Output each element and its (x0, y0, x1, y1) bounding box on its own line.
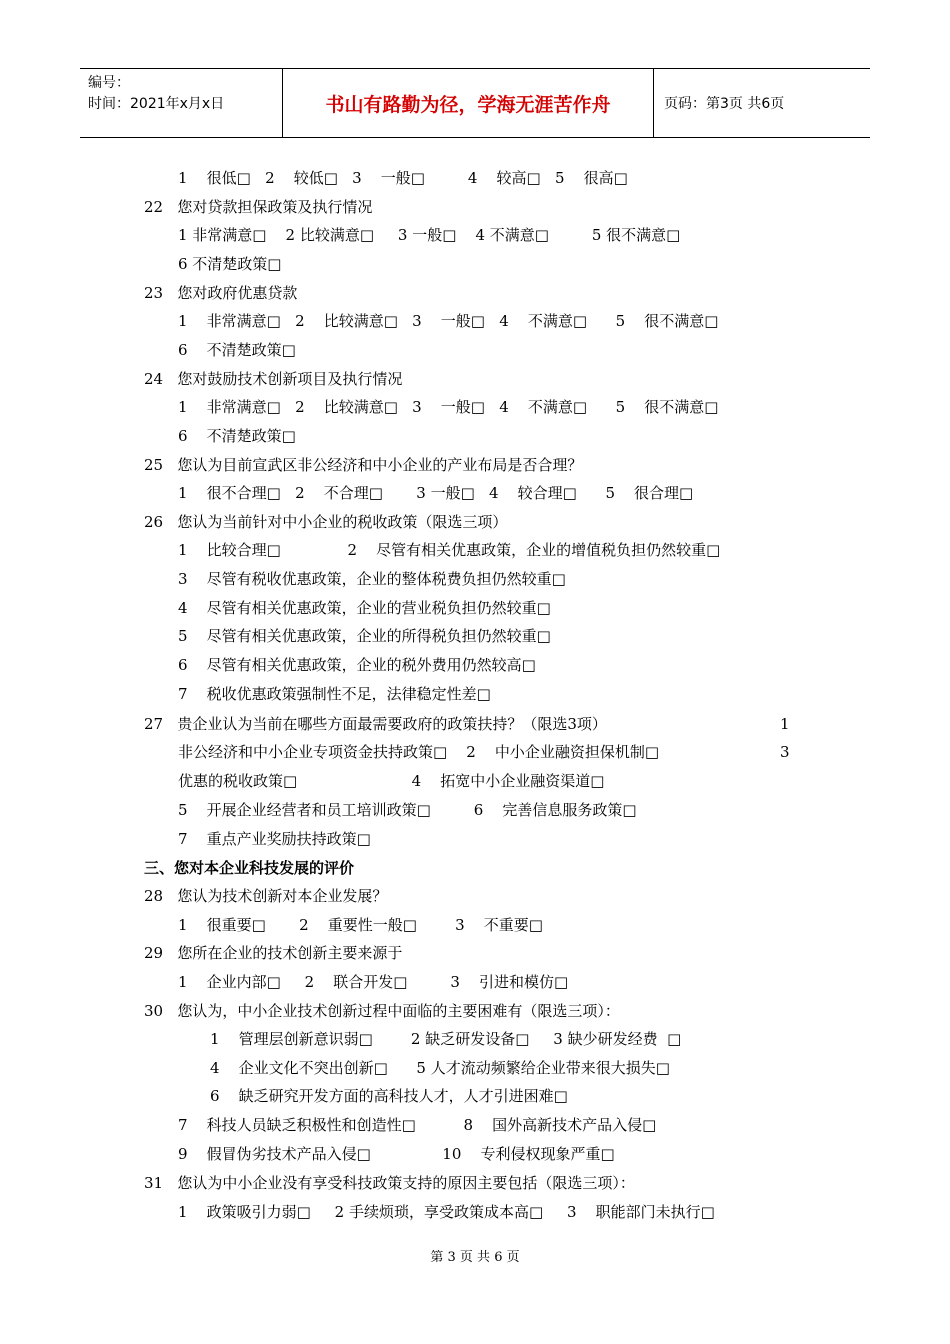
text-line: 1 企业内部□ 2 联合开发□ 3 引进和模仿□ (178, 973, 569, 991)
text-line: 28 您认为技术创新对本企业发展？ (144, 887, 388, 905)
text-line: 1 很不合理□ 2 不合理□ 3 一般□ 4 较合理□ 5 很合理□ (178, 484, 694, 502)
header-motto: 书山有路勤为径，学海无涯苦作舟 (283, 69, 654, 137)
text-line: 非公经济和中小企业专项资金扶持政策□ 2 中小企业融资担保机制□ (178, 743, 660, 761)
text-line: 24 您对鼓励技术创新项目及执行情况 (144, 370, 403, 388)
text-line: 7 重点产业奖励扶持政策□ (178, 830, 371, 848)
text-line: 30 您认为，中小企业技术创新过程中面临的主要困难有（限选三项）： (144, 1002, 620, 1020)
number-label: 编号： (88, 75, 130, 91)
text-line: 1 管理层创新意识弱□ 2 缺乏研发设备□ 3 缺少研发经费 □ (210, 1030, 682, 1048)
text-line: 5 开展企业经营者和员工培训政策□ 6 完善信息服务政策□ (178, 801, 637, 819)
text-line: 6 不清楚政策□ (178, 255, 282, 273)
page-header (80, 68, 870, 138)
date-label: 时间：2021年x月x日 (88, 96, 225, 112)
text-line: 6 不清楚政策□ (178, 341, 296, 359)
text-line: 4 企业文化不突出创新□ 5 人才流动频繁给企业带来很大损失□ (210, 1059, 670, 1077)
text-line: 1 很重要□ 2 重要性一般□ 3 不重要□ (178, 916, 543, 934)
text-line: 6 尽管有相关优惠政策，企业的税外费用仍然较高□ (178, 656, 536, 674)
section-heading: 三、您对本企业科技发展的评价 (144, 859, 355, 877)
text-line: 3 尽管有税收优惠政策，企业的整体税费负担仍然较重□ (178, 570, 566, 588)
text-line: 3 (780, 743, 790, 761)
text-line: 7 税收优惠政策强制性不足，法律稳定性差□ (178, 685, 491, 703)
text-line: 27 贵企业认为当前在哪些方面最需要政府的政策扶持？（限选3项） (144, 715, 607, 733)
text-line: 1 非常满意□ 2 比较满意□ 3 一般□ 4 不满意□ 5 很不满意□ (178, 398, 719, 416)
text-line: 5 尽管有相关优惠政策，企业的所得税负担仍然较重□ (178, 627, 551, 645)
header-meta (80, 69, 283, 137)
text-line: 23 您对政府优惠贷款 (144, 284, 298, 302)
text-line: 22 您对贷款担保政策及执行情况 (144, 198, 373, 216)
text-line: 优惠的税收政策□ 4 拓宽中小企业融资渠道□ (178, 772, 605, 790)
page-footer: 第 3 页 共 6 页 (430, 1250, 520, 1265)
text-line: 1 比较合理□ 2 尽管有相关优惠政策，企业的增值税负担仍然较重□ (178, 541, 721, 559)
text-line: 7 科技人员缺乏积极性和创造性□ 8 国外高新技术产品入侵□ (178, 1116, 657, 1134)
text-line: 1 政策吸引力弱□ 2 手续烦琐，享受政策成本高□ 3 职能部门未执行□ (178, 1203, 715, 1221)
text-line: 6 缺乏研究开发方面的高科技人才，人才引进困难□ (210, 1087, 568, 1105)
text-line: 4 尽管有相关优惠政策，企业的营业税负担仍然较重□ (178, 599, 551, 617)
text-line: 1 非常满意□ 2 比较满意□ 3 一般□ 4 不满意□ 5 很不满意□ (178, 312, 719, 330)
text-line: 29 您所在企业的技术创新主要来源于 (144, 944, 403, 962)
text-line: 25 您认为目前宣武区非公经济和中小企业的产业布局是否合理？ (144, 456, 583, 474)
header-page-info: 页码：第3页 共6页 (664, 96, 785, 112)
text-line: 26 您认为当前针对中小企业的税收政策（限选三项） (144, 513, 508, 531)
text-line: 9 假冒伪劣技术产品入侵□ 10 专利侵权现象严重□ (178, 1145, 615, 1163)
text-line: 31 您认为中小企业没有享受科技政策支持的原因主要包括（限选三项）： (144, 1174, 635, 1192)
text-line: 1 非常满意□ 2 比较满意□ 3 一般□ 4 不满意□ 5 很不满意□ (178, 226, 681, 244)
text-line: 6 不清楚政策□ (178, 427, 296, 445)
text-line: 1 很低□ 2 较低□ 3 一般□ 4 较高□ 5 很高□ (178, 169, 628, 187)
text-line: 1 (780, 715, 790, 733)
